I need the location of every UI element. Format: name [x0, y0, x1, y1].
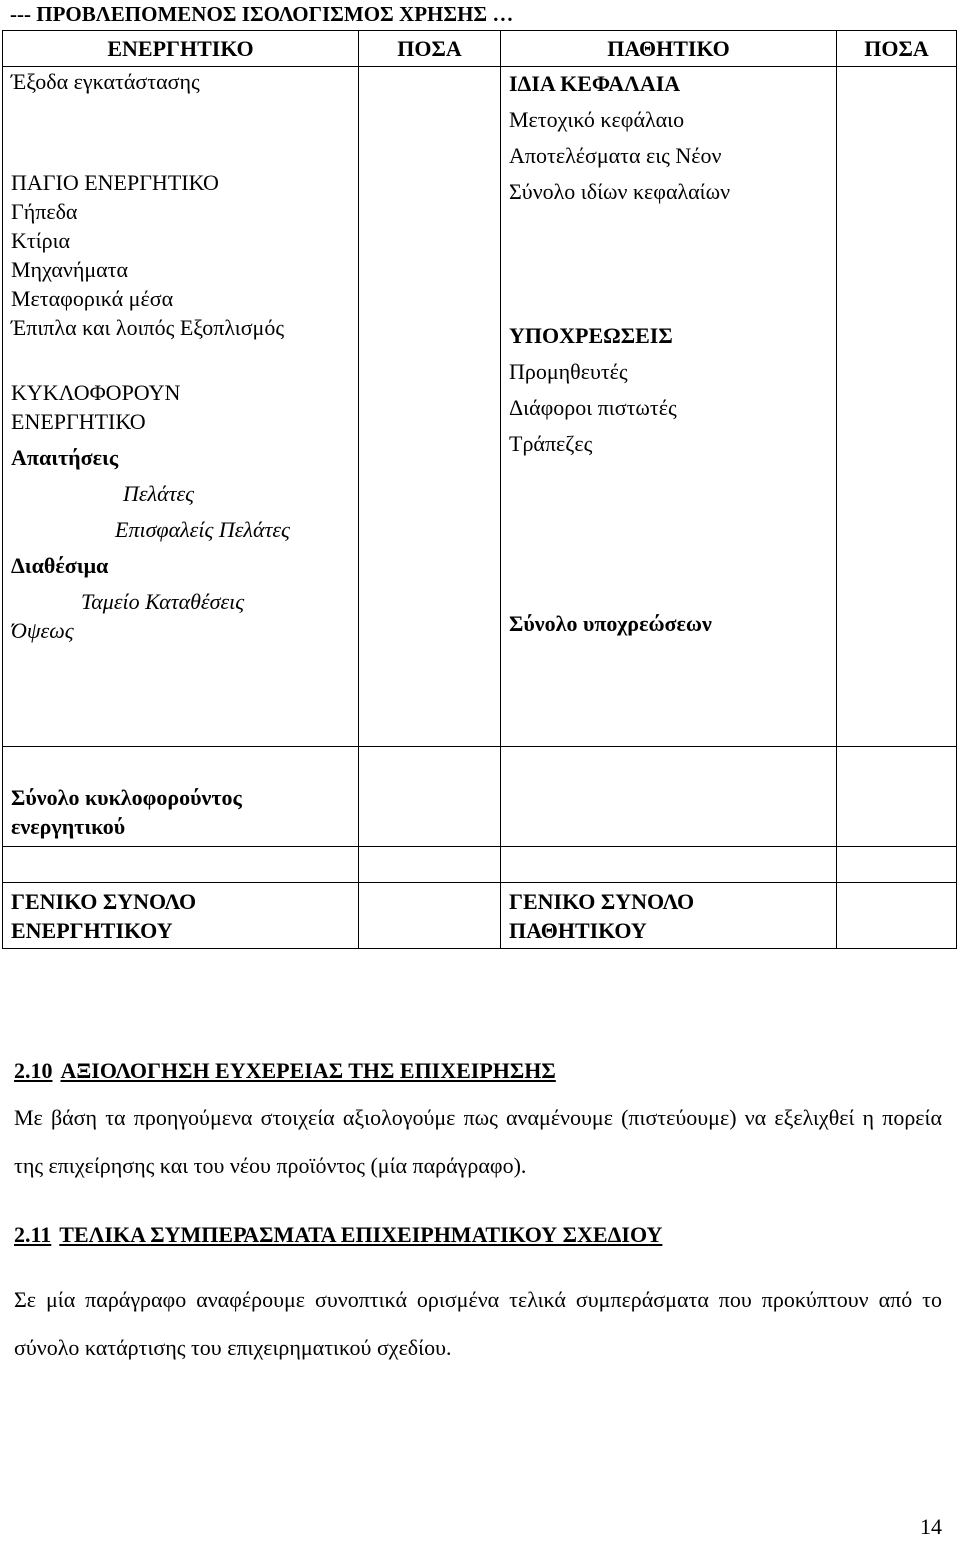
setup-costs: Έξοδα εγκατάστασης: [11, 69, 200, 94]
balance-sheet-title: --- ΠΡΟΒΛΕΠΟΜΕΝΟΣ ΙΣΟΛΟΓΙΣΜΟΣ ΧΡΗΣΗΣ …: [10, 2, 514, 26]
grand-total-liabilities-1: ΓΕΝΙΚΟ ΣΥΝΟΛΟ: [509, 889, 695, 914]
liabilities-heading: ΥΠΟΧΡΕΩΣΕΙΣ: [509, 323, 673, 348]
grand-total-liabilities-amount: [837, 883, 957, 949]
land: Γήπεδα: [11, 199, 78, 224]
grand-total-row: [3, 883, 957, 949]
section-2-11-heading: [14, 1222, 662, 1248]
section-2-10-heading: [14, 1058, 556, 1084]
balance-sheet-table: [2, 30, 957, 949]
empty-cell: [837, 847, 957, 883]
section-2-10-text: Με βάση τα προηγούμενα στοιχεία αξιολογούμε πως αναμένουμε (πιστεύουμε) να εξελιχθεί η πορεία της επιχείρησης και του νέου προϊόντος (μία παράγραφο).: [14, 1105, 942, 1178]
furniture: Έπιπλα και λοιπός Εξοπλισμός: [11, 315, 285, 340]
fixed-assets-heading: ΠΑΓΙΟ ΕΝΕΡΓΗΤΙΚΟ: [11, 170, 219, 195]
grand-total-assets-cell: [3, 883, 359, 949]
total-liabilities: Σύνολο υποχρεώσεων: [509, 611, 712, 636]
retained-earnings: Αποτελέσματα εις Νέον: [509, 143, 722, 168]
total-current-amount: [359, 747, 501, 847]
total-current-1: Σύνολο κυκλοφορούντος: [11, 785, 242, 810]
current-assets-heading-1: ΚΥΚΛΟΦΟΡΟΥΝ: [11, 380, 181, 405]
cash-deposits-1: Ταμείο Καταθέσεις: [81, 589, 245, 614]
empty-cell: [501, 747, 837, 847]
section-title: ΤΕΛΙΚΑ ΣΥΜΠΕΡΑΣΜΑΤΑ ΕΠΙΧΕΙΡΗΜΑΤΙΚΟΥ ΣΧΕΔΙΟΥ: [59, 1222, 663, 1247]
grand-total-assets-1: ΓΕΝΙΚΟ ΣΥΝΟΛΟ: [11, 889, 197, 914]
table-header-row: [3, 31, 957, 67]
total-current-2: ενεργητικού: [11, 814, 126, 839]
grand-total-liabilities-cell: [501, 883, 837, 949]
empty-cell: [359, 847, 501, 883]
assets-cell: [3, 67, 359, 747]
suppliers: Προμηθευτές: [509, 359, 628, 384]
total-current-cell: [3, 747, 359, 847]
cash-deposits-2: Όψεως: [11, 618, 74, 643]
liabilities-cell: [501, 67, 837, 747]
creditors: Διάφοροι πιστωτές: [509, 395, 677, 420]
buildings: Κτίρια: [11, 228, 71, 253]
empty-cell: [3, 847, 359, 883]
customers: Πελάτες: [123, 481, 195, 506]
empty-cell: [837, 747, 957, 847]
section-2-11-text: Σε μία παράγραφο αναφέρουμε συνοπτικά ορισμένα τελικά συμπεράσματα που προκύπτουν από το σύνολο κατάρτισης του επιχειρηματικού σχεδίου.: [14, 1287, 942, 1360]
grand-total-assets-2: ΕΝΕΡΓΗΤΙΚΟΥ: [11, 918, 173, 943]
empty-cell: [501, 847, 837, 883]
total-equity: Σύνολο ιδίων κεφαλαίων: [509, 179, 731, 204]
equity-heading: ΙΔΙΑ ΚΕΦΑΛΑΙΑ: [509, 71, 681, 96]
page-number: 14: [920, 1514, 942, 1539]
header-assets: ΕΝΕΡΓΗΤΙΚΟ: [3, 31, 359, 67]
receivables: Απαιτήσεις: [11, 445, 119, 470]
table-body-row: [3, 67, 957, 747]
spacer-row: [3, 847, 957, 883]
liabilities-amount-cell: [837, 67, 957, 747]
header-amount-liabilities: ΠΟΣΑ: [837, 31, 957, 67]
machinery: Μηχανήματα: [11, 257, 129, 282]
banks: Τράπεζες: [509, 431, 593, 456]
section-number: 2.11: [14, 1222, 52, 1247]
header-amount-assets: ΠΟΣΑ: [359, 31, 501, 67]
assets-amount-cell: [359, 67, 501, 747]
header-liabilities: ΠΑΘΗΤΙΚΟ: [501, 31, 837, 67]
current-assets-heading-2: ΕΝΕΡΓΗΤΙΚΟ: [11, 409, 146, 434]
share-capital: Μετοχικό κεφάλαιο: [509, 107, 685, 132]
grand-total-assets-amount: [359, 883, 501, 949]
total-current-row: [3, 747, 957, 847]
vehicles: Μεταφορικά μέσα: [11, 286, 174, 311]
doubtful-customers: Επισφαλείς Πελάτες: [115, 517, 290, 542]
section-number: 2.10: [14, 1058, 53, 1083]
cash: Διαθέσιμα: [11, 553, 109, 578]
section-title: ΑΞΙΟΛΟΓΗΣΗ ΕΥΧΕΡΕΙΑΣ ΤΗΣ ΕΠΙΧΕΙΡΗΣΗΣ: [60, 1058, 556, 1083]
grand-total-liabilities-2: ΠΑΘΗΤΙΚΟΥ: [509, 918, 647, 943]
